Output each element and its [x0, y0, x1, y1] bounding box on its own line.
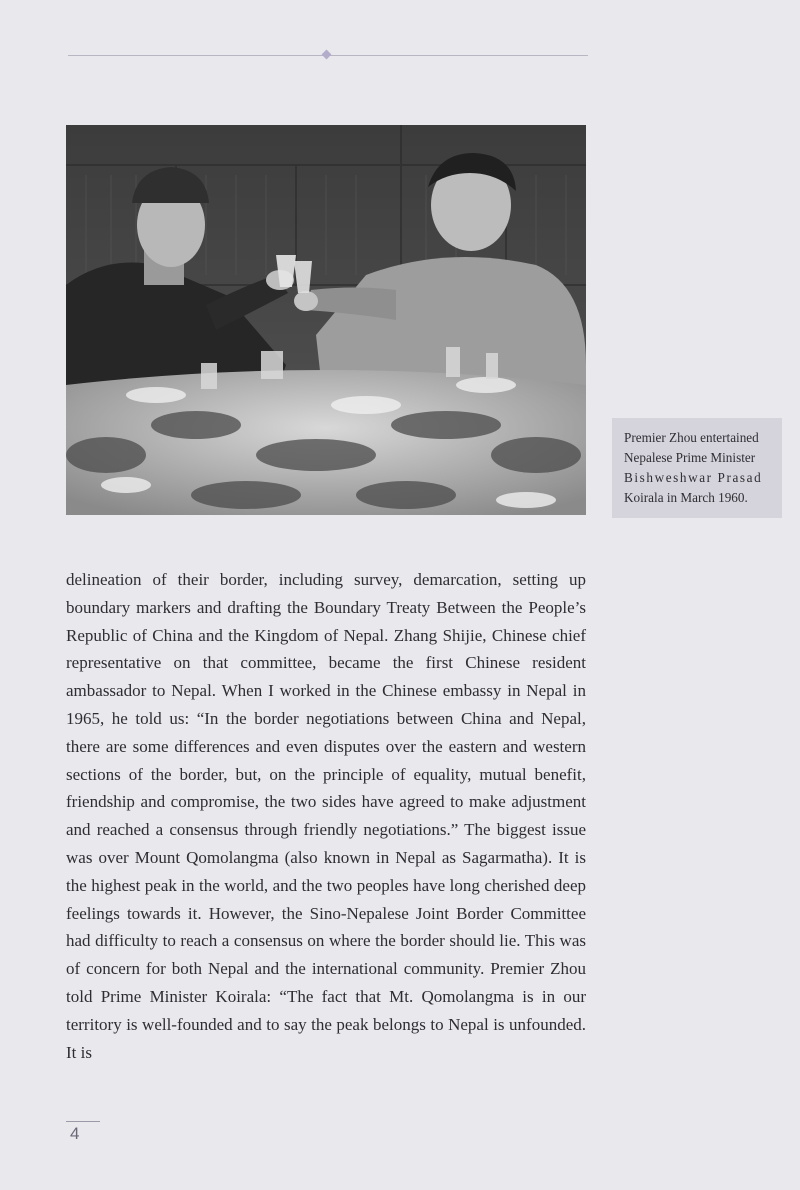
footer-rule: [66, 1121, 100, 1122]
caption-line: Bishweshwar Prasad: [624, 470, 763, 485]
photo-caption: [612, 418, 782, 518]
caption-line: Nepalese Prime Minister: [624, 450, 756, 465]
body-text: [66, 566, 586, 1066]
banquet-photo: [66, 125, 586, 515]
body-paragraph: delineation of their border, including survey, demarcation, setting up boundary markers and drafting the Boundary Treaty Between the People’s Republic of China and the Kingdom of Nepal. Zhang Shijie, Chinese chief representative on that committee, became the first Chinese resident ambassador to Nepal. When I worked in the Chinese embassy in Nepal in 1965, he told us: “In the border negotiations between China and Nepal, there are some differences and even disputes over the eastern and western sections of the border, but, on the principle of equality, mutual benefit, friendship and compromise, the two sides have agreed to make adjustment and reached a consensus through friendly negotiations.” The biggest issue was over Mount Qomolangma (also known in Nepal as Sagarmatha). It is the highest peak in the world, and the two peoples have long cherished deep feelings towards it. However, the Sino-Nepalese Joint Border Committee had difficulty to reach a consensus on where the border should lie. This was of concern for both Nepal and the international community. Premier Zhou told Prime Minister Koirala: “The fact that Mt. Qomolangma is in our territory is well-founded and to say the peak belongs to Nepal is unfounded. It is: [66, 570, 586, 1062]
page-number: 4: [70, 1124, 80, 1143]
caption-line: Koirala in March 1960.: [624, 490, 748, 505]
caption-line: Premier Zhou entertained: [624, 430, 759, 445]
header-diamond-ornament: [322, 50, 332, 60]
